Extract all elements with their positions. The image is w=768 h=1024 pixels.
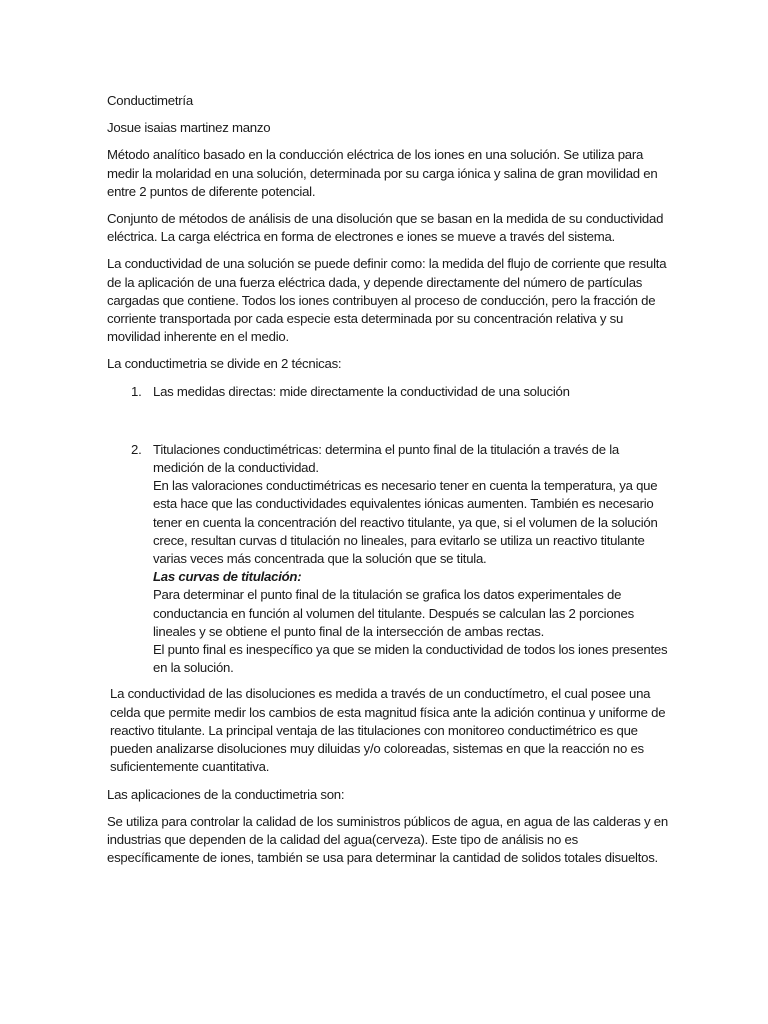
list-text: El punto final es inespecífico ya que se miden la conductividad de todos los iones presentes en la solución. [153, 642, 668, 676]
paragraph: Se utiliza para controlar la calidad de los suministros públicos de agua, en agua de las calderas y en industrias que dependen de la calidad del agua(cerveza). Este tipo de análisis no es específicamente de iones, también se usa para determinar la cantidad de solidos totales disueltos. [107, 813, 668, 866]
paragraph: Conjunto de métodos de análisis de una disolución que se basan en la medida de su conductividad eléctrica. La carga eléctrica en forma de electrones e iones se mueve a través del sistema. [107, 211, 664, 245]
list-text: Para determinar el punto final de la titulación se grafica los datos experimentales de conductancia en función al volumen del titulante. Después se calculan las 2 porciones lineales y se obtiene el punto final de la intersección de ambas rectas. [153, 587, 634, 639]
document-title: Conductimetría [107, 93, 193, 108]
techniques-list [107, 383, 668, 678]
list-number: 2. [131, 441, 142, 457]
list-subheading: Las curvas de titulación: [153, 569, 302, 585]
list-number: 1. [131, 383, 142, 399]
list-text: En las valoraciones conductimétricas es necesario tener en cuenta la temperatura, ya que esta hace que las conductividades equivalentes iónicas aumenten. También es necesario tener en cuenta la concentración del reactivo titulante, ya que, si el volumen de la solución crece, resultan curvas d titulación no lineales, para evitarlo se utiliza un reactivo titulante varias veces más concentrada que la solución que se titula. [153, 478, 658, 567]
list-item [107, 383, 668, 401]
list-text: Titulaciones conductimétricas: determina el punto final de la titulación a través de la medición de la conductividad. [153, 441, 619, 476]
list-text: Las medidas directas: mide directamente la conductividad de una solución [153, 383, 570, 399]
list-item [107, 441, 668, 678]
paragraph: La conductimetria se divide en 2 técnicas: [107, 356, 342, 372]
paragraph: La conductividad de las disoluciones es medida a través de un conductímetro, el cual posee una celda que permite medir los cambios de esta magnitud física ante la adición continua y uniforme de reactivo titulante. La principal ventaja de las titulaciones con monitoreo conductimétrico es que pueden analizarse disoluciones muy diluidas y/o coloreadas, sistemas en que la reacción no es suficientemente cuantitativa. [110, 686, 666, 775]
list-body [153, 441, 668, 678]
paragraph: Método analítico basado en la conducción eléctrica de los iones en una solución. Se utiliza para medir la molaridad en una solución, determinada por su carga iónica y salina de gran movilidad en entre 2 puntos de diferente potencial. [107, 147, 658, 199]
paragraph: La conductividad de una solución se puede definir como: la medida del flujo de corriente que resulta de la aplicación de una fuerza eléctrica dada, y depende directamente del número de partículas cargadas que contiene. Todos los iones contribuyen al proceso de conducción, pero la fracción de corriente transportada por cada especie esta determinada por su concentración relativa y su movilidad inherente en el medio. [107, 256, 667, 345]
paragraph: Las aplicaciones de la conductimetria son: [107, 786, 345, 802]
document-author: Josue isaias martinez manzo [107, 120, 271, 136]
